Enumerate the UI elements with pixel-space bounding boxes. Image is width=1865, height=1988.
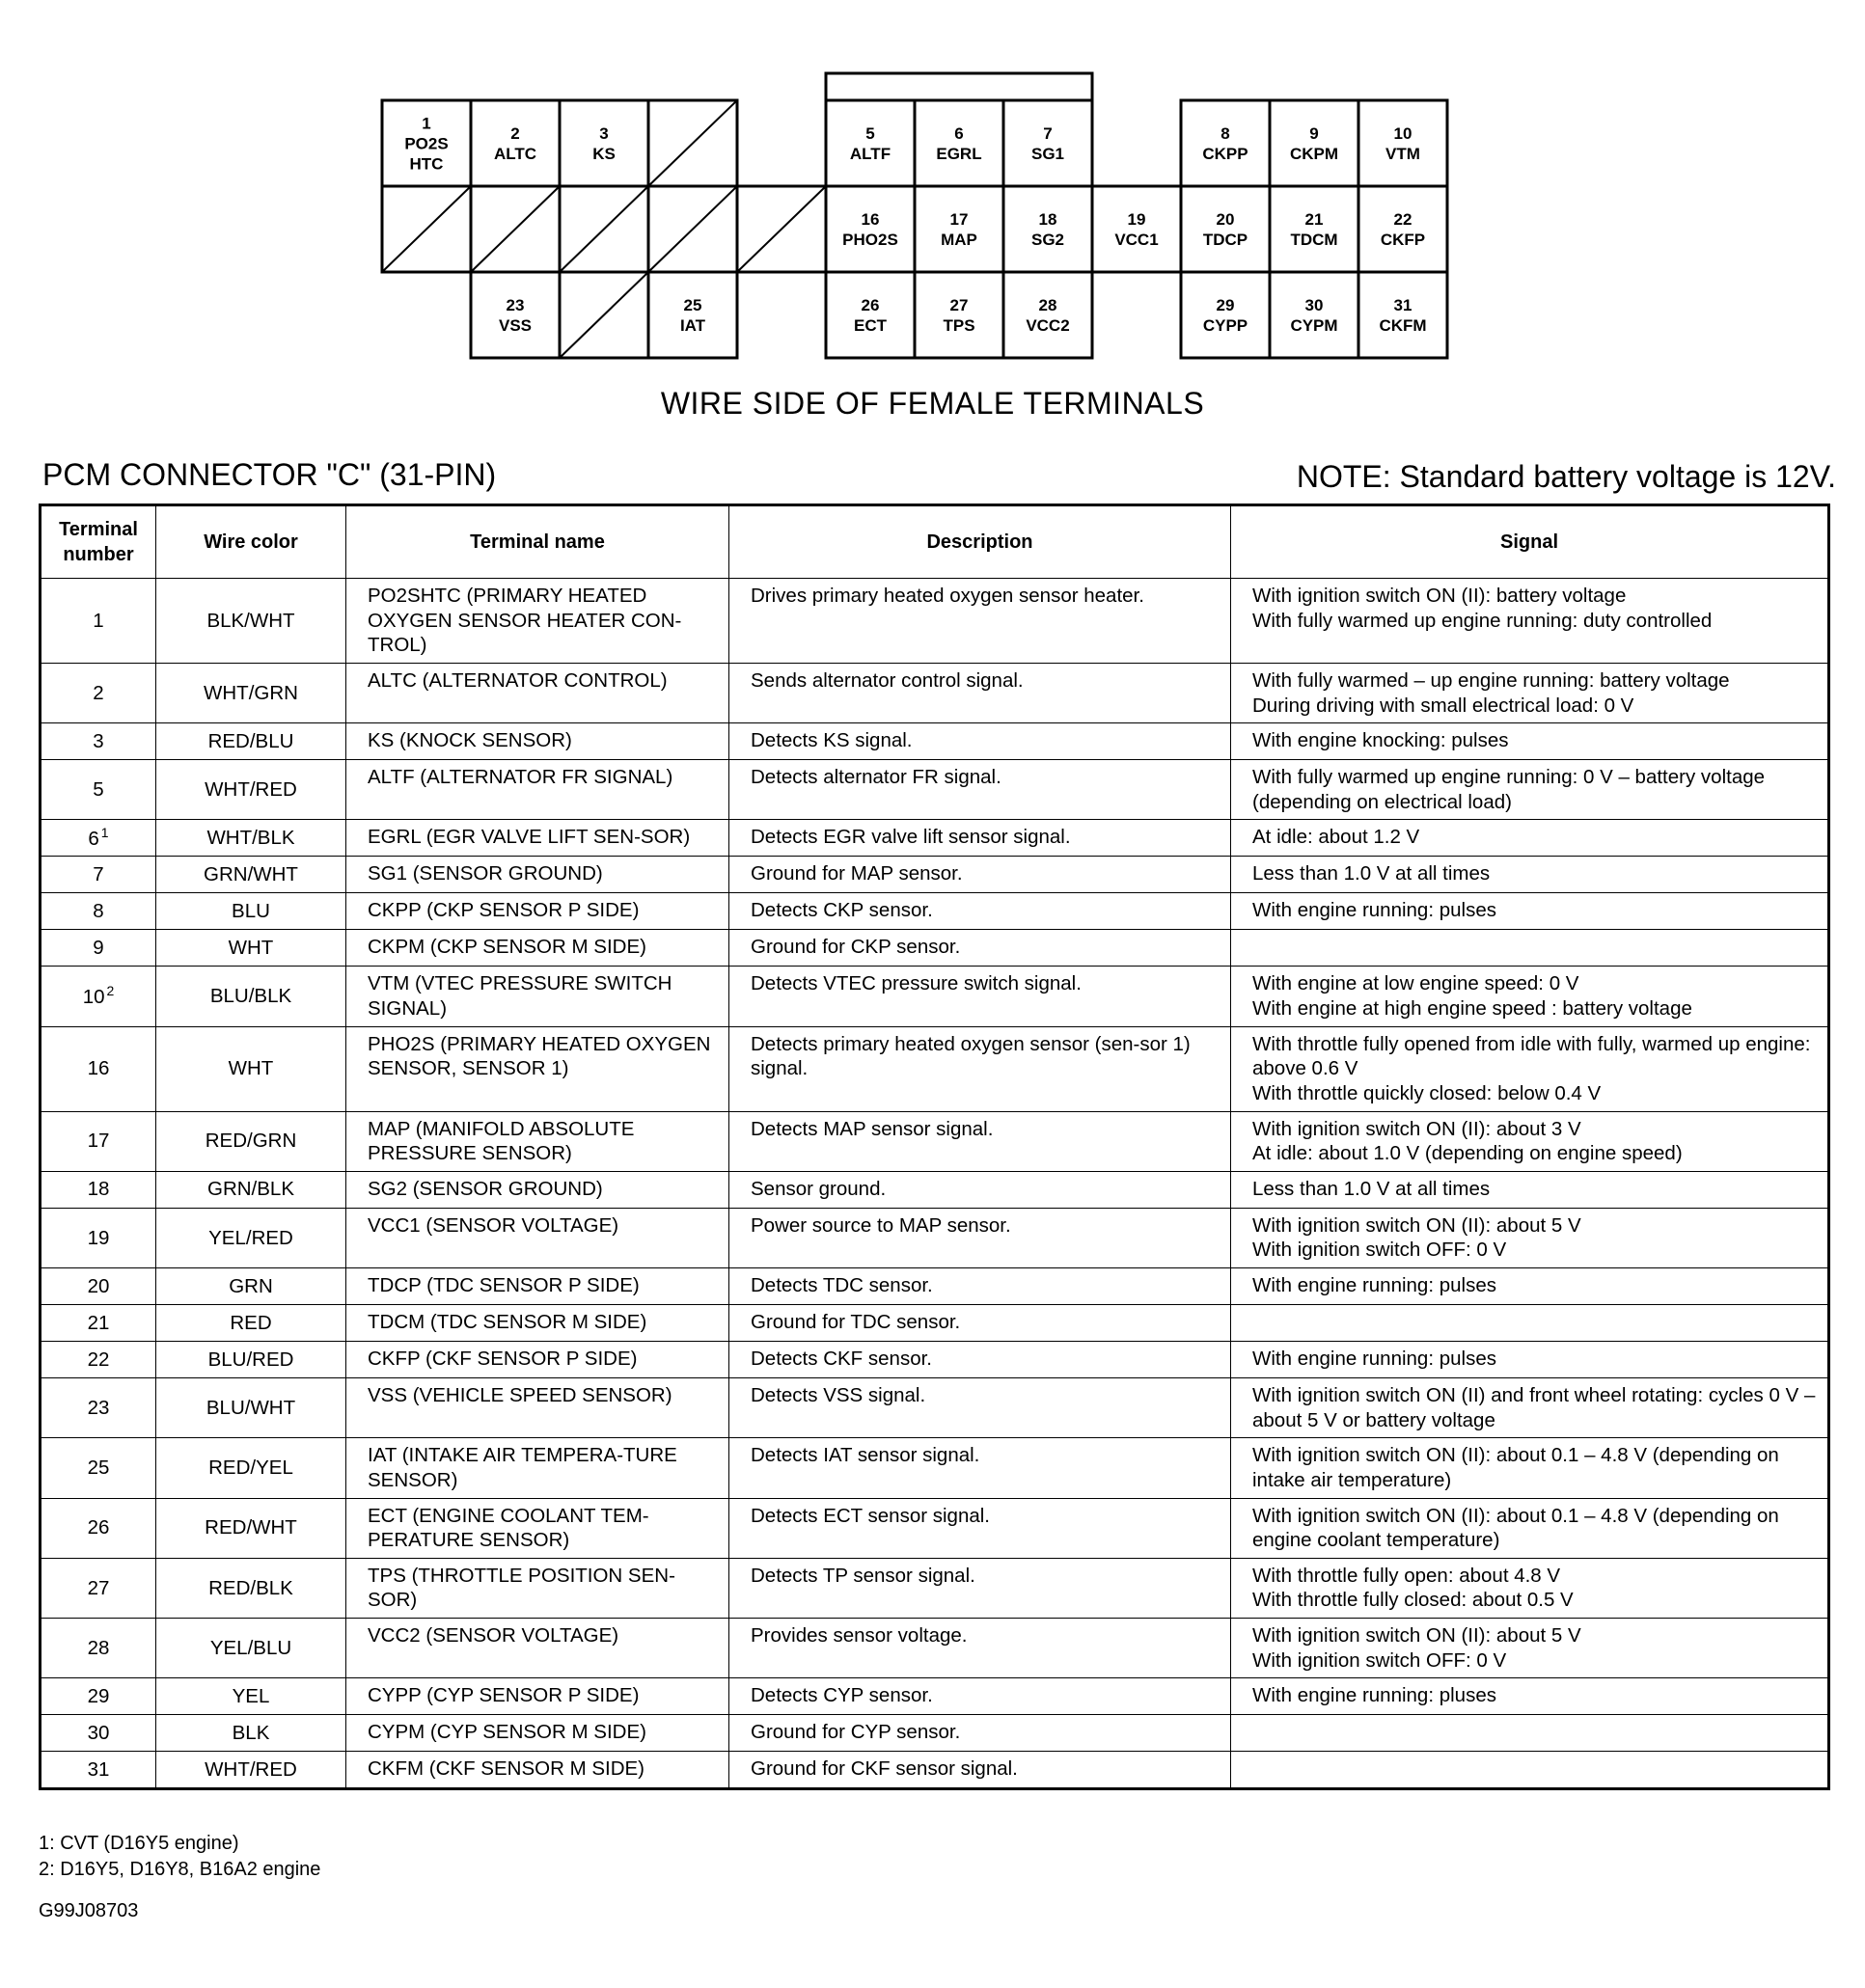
pin-cell-8: [1181, 100, 1270, 186]
terminal-number-cell: [41, 1026, 156, 1111]
wire-color-cell: WHT/BLK: [156, 820, 346, 857]
table-row: [41, 1305, 1829, 1342]
pin-label: VCC1: [1114, 231, 1159, 249]
pin-number: 29: [1216, 296, 1235, 314]
wire-color-cell: BLU/BLK: [156, 967, 346, 1026]
wire-color-cell: WHT: [156, 1026, 346, 1111]
pin-number: 30: [1304, 296, 1324, 314]
pin-cell-28: [1003, 272, 1092, 358]
terminal-number: 10: [82, 986, 105, 1009]
table-row: [41, 967, 1829, 1026]
wire-color-cell: YEL: [156, 1678, 346, 1715]
description-cell: Detects TP sensor signal.: [729, 1558, 1231, 1618]
signal-line: With engine knocking: pulses: [1252, 729, 1509, 752]
footnote-2: 2: D16Y5, D16Y8, B16A2 engine: [39, 1859, 321, 1880]
signal-line: With fully warmed up engine running: 0 V – battery voltage (depending on electrical load): [1252, 766, 1766, 813]
pin-cell-5: [826, 100, 915, 186]
table-row: [41, 663, 1829, 722]
description-cell: Drives primary heated oxygen sensor heater.: [729, 579, 1231, 664]
terminal-name-cell: CYPP (CYP SENSOR P SIDE): [346, 1678, 729, 1715]
pin-cell-18: [1003, 186, 1092, 272]
description-cell: Detects CKP sensor.: [729, 893, 1231, 930]
terminal-name-cell: PO2SHTC (PRIMARY HEATED OXYGEN SENSOR HEATER CON-TROL): [346, 579, 729, 664]
pin-cell-9: [1270, 100, 1358, 186]
wire-color-cell: RED/BLU: [156, 723, 346, 760]
signal-cell: [1231, 723, 1829, 760]
pin-label: IAT: [679, 316, 706, 335]
table-row: [41, 857, 1829, 893]
pin-label: PO2S: [404, 134, 449, 153]
terminal-name-cell: VCC1 (SENSOR VOLTAGE): [346, 1208, 729, 1267]
signal-line: With throttle fully closed: about 0.5 V: [1252, 1589, 1574, 1612]
signal-line: With engine running: pulses: [1252, 899, 1496, 922]
terminal-number: 20: [87, 1274, 110, 1297]
signal-cell: [1231, 930, 1829, 967]
pin-label: TDCM: [1290, 231, 1338, 249]
terminal-number: 8: [93, 900, 104, 923]
signal-cell: [1231, 1026, 1829, 1111]
pin-cell-2: [471, 100, 560, 186]
terminal-name-cell: PHO2S (PRIMARY HEATED OXYGEN SENSOR, SENSOR 1): [346, 1026, 729, 1111]
terminal-name-cell: VTM (VTEC PRESSURE SWITCH SIGNAL): [346, 967, 729, 1026]
description-cell: Detects KS signal.: [729, 723, 1231, 760]
description-cell: Ground for CKP sensor.: [729, 930, 1231, 967]
terminal-number-cell: [41, 579, 156, 664]
connector-title: PCM CONNECTOR "C" (31-PIN): [42, 457, 497, 492]
terminal-number: 21: [87, 1311, 110, 1334]
pin-label: CKPM: [1289, 145, 1339, 163]
wire-color-cell: WHT/RED: [156, 760, 346, 820]
signal-cell: [1231, 1342, 1829, 1378]
table-row: [41, 723, 1829, 760]
wire-color-cell: BLK/WHT: [156, 579, 346, 664]
terminal-name-cell: ALTF (ALTERNATOR FR SIGNAL): [346, 760, 729, 820]
pin-label: SG2: [1030, 231, 1065, 249]
table-row: [41, 1171, 1829, 1208]
pin-number: 5: [865, 124, 875, 143]
pin-number: 22: [1393, 210, 1412, 229]
signal-cell: [1231, 967, 1829, 1026]
pin-cell-23: [471, 272, 560, 358]
pin-cell-21: [1270, 186, 1358, 272]
pin-label: CKFM: [1379, 316, 1427, 335]
pin-label: VTM: [1385, 145, 1420, 163]
signal-cell: [1231, 760, 1829, 820]
terminal-number: 18: [87, 1178, 110, 1201]
description-cell: Detects IAT sensor signal.: [729, 1438, 1231, 1498]
description-cell: Provides sensor voltage.: [729, 1619, 1231, 1678]
signal-cell: [1231, 1208, 1829, 1267]
signal-cell: [1231, 1171, 1829, 1208]
wire-color-cell: WHT/RED: [156, 1752, 346, 1789]
signal-line: Less than 1.0 V at all times: [1252, 1177, 1491, 1200]
footnotes: [39, 1831, 320, 1883]
wire-color-cell: BLK: [156, 1715, 346, 1752]
pin-label: CYPP: [1202, 316, 1248, 335]
terminal-name-cell: CKPM (CKP SENSOR M SIDE): [346, 930, 729, 967]
signal-line: At idle: about 1.0 V (depending on engine speed): [1252, 1142, 1683, 1165]
footnote-1: 1: CVT (D16Y5 engine): [39, 1833, 239, 1854]
pin-number: 23: [506, 296, 525, 314]
terminal-number: 7: [93, 863, 104, 886]
pin-label: CKFP: [1380, 231, 1426, 249]
pin-number: 16: [861, 210, 880, 229]
terminal-number: 9: [93, 937, 104, 960]
pin-label: ALTC: [493, 145, 537, 163]
signal-cell: [1231, 663, 1829, 722]
pin-cell-29: [1181, 272, 1270, 358]
description-cell: Ground for TDC sensor.: [729, 1305, 1231, 1342]
signal-line: With ignition switch ON (II): about 0.1 – 4.8 V (depending on intake air temperature): [1252, 1444, 1779, 1491]
pin-label: CKPP: [1202, 145, 1248, 163]
pin-number: 2: [510, 124, 520, 143]
terminal-number: 29: [87, 1684, 110, 1707]
signal-cell: [1231, 1498, 1829, 1558]
table-row: [41, 760, 1829, 820]
signal-line: With throttle quickly closed: below 0.4 V: [1252, 1081, 1602, 1104]
description-cell: Power source to MAP sensor.: [729, 1208, 1231, 1267]
table-row: [41, 930, 1829, 967]
terminal-number: 25: [87, 1457, 110, 1480]
description-cell: Detects TDC sensor.: [729, 1268, 1231, 1305]
pin-label: CYPM: [1290, 316, 1338, 335]
pin-number: 8: [1220, 124, 1230, 143]
wire-color-cell: BLU/RED: [156, 1342, 346, 1378]
pin-cell-3: [560, 100, 648, 186]
signal-line: During driving with small electrical load: 0 V: [1252, 694, 1634, 717]
signal-cell: [1231, 1715, 1829, 1752]
terminal-number: 16: [87, 1057, 110, 1080]
description-cell: Detects VTEC pressure switch signal.: [729, 967, 1231, 1026]
terminal-name-cell: CKFP (CKF SENSOR P SIDE): [346, 1342, 729, 1378]
pin-number: 19: [1127, 210, 1146, 229]
description-cell: Ground for CYP sensor.: [729, 1715, 1231, 1752]
pin-cell-19: [1092, 186, 1181, 272]
pin-cell-30: [1270, 272, 1358, 358]
terminal-number: 23: [87, 1396, 110, 1419]
terminal-name-cell: CYPM (CYP SENSOR M SIDE): [346, 1715, 729, 1752]
terminal-name-cell: ECT (ENGINE COOLANT TEM-PERATURE SENSOR): [346, 1498, 729, 1558]
pin-table: [39, 504, 1830, 1790]
terminal-number-cell: [41, 1378, 156, 1438]
table-row: [41, 1378, 1829, 1438]
terminal-number-cell: [41, 1111, 156, 1171]
pin-cell-6: [915, 100, 1003, 186]
footnote-marker: 1: [100, 825, 109, 841]
table-row: [41, 1498, 1829, 1558]
signal-cell: [1231, 1268, 1829, 1305]
wire-color-cell: RED/YEL: [156, 1438, 346, 1498]
description-cell: Sensor ground.: [729, 1171, 1231, 1208]
connector-cells: [382, 73, 1447, 358]
terminal-number-cell: [41, 1208, 156, 1267]
table-row: [41, 820, 1829, 857]
table-row: [41, 579, 1829, 664]
pin-label: TPS: [943, 316, 975, 335]
table-row: [41, 1208, 1829, 1267]
terminal-number-cell: [41, 1268, 156, 1305]
signal-cell: [1231, 1619, 1829, 1678]
terminal-number-cell: [41, 1619, 156, 1678]
terminal-number-cell: [41, 760, 156, 820]
pin-number: 31: [1393, 296, 1412, 314]
terminal-number-cell: [41, 820, 156, 857]
terminal-number: 17: [87, 1130, 110, 1153]
wire-color-cell: RED/BLK: [156, 1558, 346, 1618]
signal-line: With ignition switch ON (II): battery voltage: [1252, 585, 1627, 607]
signal-cell: [1231, 893, 1829, 930]
signal-line: With ignition switch ON (II): about 0.1 – 4.8 V (depending on engine coolant temperature): [1252, 1504, 1779, 1552]
signal-line: With engine running: pulses: [1252, 1348, 1496, 1370]
pin-cell-26: [826, 272, 915, 358]
pin-number: 26: [861, 296, 880, 314]
description-cell: Detects primary heated oxygen sensor (sen-sor 1) signal.: [729, 1026, 1231, 1111]
signal-line: With ignition switch ON (II) and front wheel rotating: cycles 0 V – about 5 V or battery voltage: [1252, 1384, 1816, 1431]
terminal-number-cell: [41, 967, 156, 1026]
table-row: [41, 1268, 1829, 1305]
signal-cell: [1231, 1752, 1829, 1789]
terminal-number: 27: [87, 1576, 110, 1599]
description-cell: Detects MAP sensor signal.: [729, 1111, 1231, 1171]
terminal-number-cell: [41, 1678, 156, 1715]
description-cell: Detects CYP sensor.: [729, 1678, 1231, 1715]
table-row: [41, 1558, 1829, 1618]
signal-cell: [1231, 1305, 1829, 1342]
terminal-name-cell: TDCP (TDC SENSOR P SIDE): [346, 1268, 729, 1305]
terminal-number: 22: [87, 1348, 110, 1371]
terminal-number: 31: [87, 1757, 110, 1781]
wire-color-cell: YEL/RED: [156, 1208, 346, 1267]
description-cell: Ground for MAP sensor.: [729, 857, 1231, 893]
table-row: [41, 1438, 1829, 1498]
connector-diagram: [0, 0, 1865, 367]
pin-cell-31: [1358, 272, 1447, 358]
terminal-name-cell: CKPP (CKP SENSOR P SIDE): [346, 893, 729, 930]
pin-cell-7: [1003, 100, 1092, 186]
table-row: [41, 1752, 1829, 1789]
terminal-name-cell: KS (KNOCK SENSOR): [346, 723, 729, 760]
pin-number: 1: [422, 114, 431, 133]
terminal-number: 26: [87, 1516, 110, 1539]
wire-color-cell: BLU: [156, 893, 346, 930]
pin-label: MAP: [941, 231, 977, 249]
signal-cell: [1231, 857, 1829, 893]
signal-line: With engine running: pulses: [1252, 1274, 1496, 1296]
pin-number: 3: [599, 124, 609, 143]
table-row: [41, 1342, 1829, 1378]
description-cell: Sends alternator control signal.: [729, 663, 1231, 722]
terminal-number-cell: [41, 857, 156, 893]
signal-line: With engine at high engine speed : battery voltage: [1252, 997, 1692, 1020]
terminal-name-cell: VCC2 (SENSOR VOLTAGE): [346, 1619, 729, 1678]
terminal-number: 30: [87, 1721, 110, 1744]
signal-cell: [1231, 1438, 1829, 1498]
pin-label: ALTF: [849, 145, 891, 163]
pin-label: PHO2S: [842, 231, 898, 249]
pin-number: 6: [954, 124, 964, 143]
table-row: [41, 893, 1829, 930]
pin-cell-25: [648, 272, 737, 358]
pin-number: 7: [1043, 124, 1053, 143]
signal-line: With engine running: pluses: [1252, 1684, 1496, 1707]
terminal-name-cell: SG1 (SENSOR GROUND): [346, 857, 729, 893]
pin-cell-22: [1358, 186, 1447, 272]
terminal-number-cell: [41, 1558, 156, 1618]
terminal-number-cell: [41, 1171, 156, 1208]
terminal-number: 19: [87, 1226, 110, 1249]
terminal-number-cell: [41, 930, 156, 967]
pin-number: 17: [949, 210, 969, 229]
signal-cell: [1231, 1558, 1829, 1618]
pin-label: TDCP: [1202, 231, 1248, 249]
wire-color-cell: GRN/BLK: [156, 1171, 346, 1208]
wire-color-cell: YEL/BLU: [156, 1619, 346, 1678]
terminal-name-cell: VSS (VEHICLE SPEED SENSOR): [346, 1378, 729, 1438]
terminal-number: 5: [93, 777, 104, 801]
terminal-number-cell: [41, 1715, 156, 1752]
table-header-row: [41, 505, 1829, 579]
diagram-caption: WIRE SIDE OF FEMALE TERMINALS: [660, 386, 1205, 421]
description-cell: Detects ECT sensor signal.: [729, 1498, 1231, 1558]
pin-label: VSS: [498, 316, 533, 335]
wire-color-cell: RED/GRN: [156, 1111, 346, 1171]
header-wire-color: Wire color: [156, 505, 346, 579]
wire-color-cell: RED/WHT: [156, 1498, 346, 1558]
pin-label: ECT: [854, 316, 887, 335]
pin-cell-10: [1358, 100, 1447, 186]
terminal-number-cell: [41, 723, 156, 760]
header-terminal-name: Terminal name: [346, 505, 729, 579]
terminal-name-cell: IAT (INTAKE AIR TEMPERA-TURE SENSOR): [346, 1438, 729, 1498]
signal-line: With ignition switch OFF: 0 V: [1252, 1648, 1507, 1672]
signal-line: At idle: about 1.2 V: [1252, 826, 1420, 849]
terminal-name-cell: SG2 (SENSOR GROUND): [346, 1171, 729, 1208]
table-row: [41, 1619, 1829, 1678]
wire-color-cell: BLU/WHT: [156, 1378, 346, 1438]
table-row: [41, 1026, 1829, 1111]
figure-id: G99J08703: [39, 1900, 139, 1921]
terminal-number-cell: [41, 893, 156, 930]
signal-line: With throttle fully open: about 4.8 V: [1252, 1564, 1561, 1587]
pin-number: 25: [683, 296, 702, 314]
terminal-number-cell: [41, 1305, 156, 1342]
header-terminal-number: Terminal number: [41, 505, 156, 579]
signal-line: With ignition switch ON (II): about 3 V: [1252, 1117, 1581, 1140]
wire-color-cell: GRN: [156, 1268, 346, 1305]
terminal-number: 3: [93, 729, 104, 752]
pin-cell-27: [915, 272, 1003, 358]
terminal-number-cell: [41, 1342, 156, 1378]
pin-cell-16: [826, 186, 915, 272]
description-cell: Detects VSS signal.: [729, 1378, 1231, 1438]
header-signal: Signal: [1231, 505, 1829, 579]
terminal-name-cell: EGRL (EGR VALVE LIFT SEN-SOR): [346, 820, 729, 857]
terminal-name-cell: TDCM (TDC SENSOR M SIDE): [346, 1305, 729, 1342]
pin-label: VCC2: [1026, 316, 1070, 335]
wire-color-cell: GRN/WHT: [156, 857, 346, 893]
pin-label: EGRL: [936, 145, 982, 163]
pin-label: HTC: [409, 154, 444, 174]
terminal-name-cell: CKFM (CKF SENSOR M SIDE): [346, 1752, 729, 1789]
terminal-number-cell: [41, 663, 156, 722]
connector-key-tab: [826, 73, 1092, 100]
table-row: [41, 1678, 1829, 1715]
description-cell: Detects EGR valve lift sensor signal.: [729, 820, 1231, 857]
terminal-number: 28: [87, 1636, 110, 1659]
terminal-name-cell: ALTC (ALTERNATOR CONTROL): [346, 663, 729, 722]
signal-cell: [1231, 820, 1829, 857]
pin-label: SG1: [1030, 145, 1065, 163]
signal-line: With ignition switch OFF: 0 V: [1252, 1239, 1507, 1262]
wire-color-cell: RED: [156, 1305, 346, 1342]
pin-number: 10: [1393, 124, 1412, 143]
pin-number: 18: [1038, 210, 1057, 229]
signal-line: Less than 1.0 V at all times: [1252, 862, 1491, 885]
signal-cell: [1231, 579, 1829, 664]
signal-line: With fully warmed – up engine running: battery voltage: [1252, 668, 1730, 692]
battery-voltage-note: NOTE: Standard battery voltage is 12V.: [1296, 459, 1836, 494]
signal-cell: [1231, 1678, 1829, 1715]
signal-line: With ignition switch ON (II): about 5 V: [1252, 1624, 1581, 1647]
terminal-name-cell: MAP (MANIFOLD ABSOLUTE PRESSURE SENSOR): [346, 1111, 729, 1171]
description-cell: Ground for CKF sensor signal.: [729, 1752, 1231, 1789]
terminal-number-cell: [41, 1438, 156, 1498]
pin-number: 27: [949, 296, 969, 314]
terminal-number: 1: [93, 609, 104, 632]
table-row: [41, 1111, 1829, 1171]
signal-line: With throttle fully opened from idle with fully, warmed up engine: above 0.6 V: [1252, 1032, 1811, 1080]
terminal-number: 2: [93, 681, 104, 704]
pin-table-body: [41, 579, 1829, 1789]
terminal-name-cell: TPS (THROTTLE POSITION SEN-SOR): [346, 1558, 729, 1618]
description-cell: Detects CKF sensor.: [729, 1342, 1231, 1378]
pin-number: 21: [1304, 210, 1324, 229]
signal-line: With engine at low engine speed: 0 V: [1252, 972, 1579, 995]
pin-cell-17: [915, 186, 1003, 272]
pin-number: 20: [1216, 210, 1235, 229]
terminal-number-cell: [41, 1752, 156, 1789]
header-description: Description: [729, 505, 1231, 579]
terminal-number: 6: [88, 827, 99, 850]
description-cell: Detects alternator FR signal.: [729, 760, 1231, 820]
terminal-number-cell: [41, 1498, 156, 1558]
footnote-marker: 2: [106, 983, 115, 999]
signal-cell: [1231, 1378, 1829, 1438]
signal-line: With fully warmed up engine running: duty controlled: [1252, 609, 1713, 632]
wire-color-cell: WHT: [156, 930, 346, 967]
signal-line: With ignition switch ON (II): about 5 V: [1252, 1213, 1581, 1237]
pin-label: KS: [592, 145, 616, 163]
pin-number: 9: [1309, 124, 1319, 143]
pin-cell-20: [1181, 186, 1270, 272]
pin-number: 28: [1038, 296, 1057, 314]
table-row: [41, 1715, 1829, 1752]
wire-color-cell: WHT/GRN: [156, 663, 346, 722]
signal-cell: [1231, 1111, 1829, 1171]
